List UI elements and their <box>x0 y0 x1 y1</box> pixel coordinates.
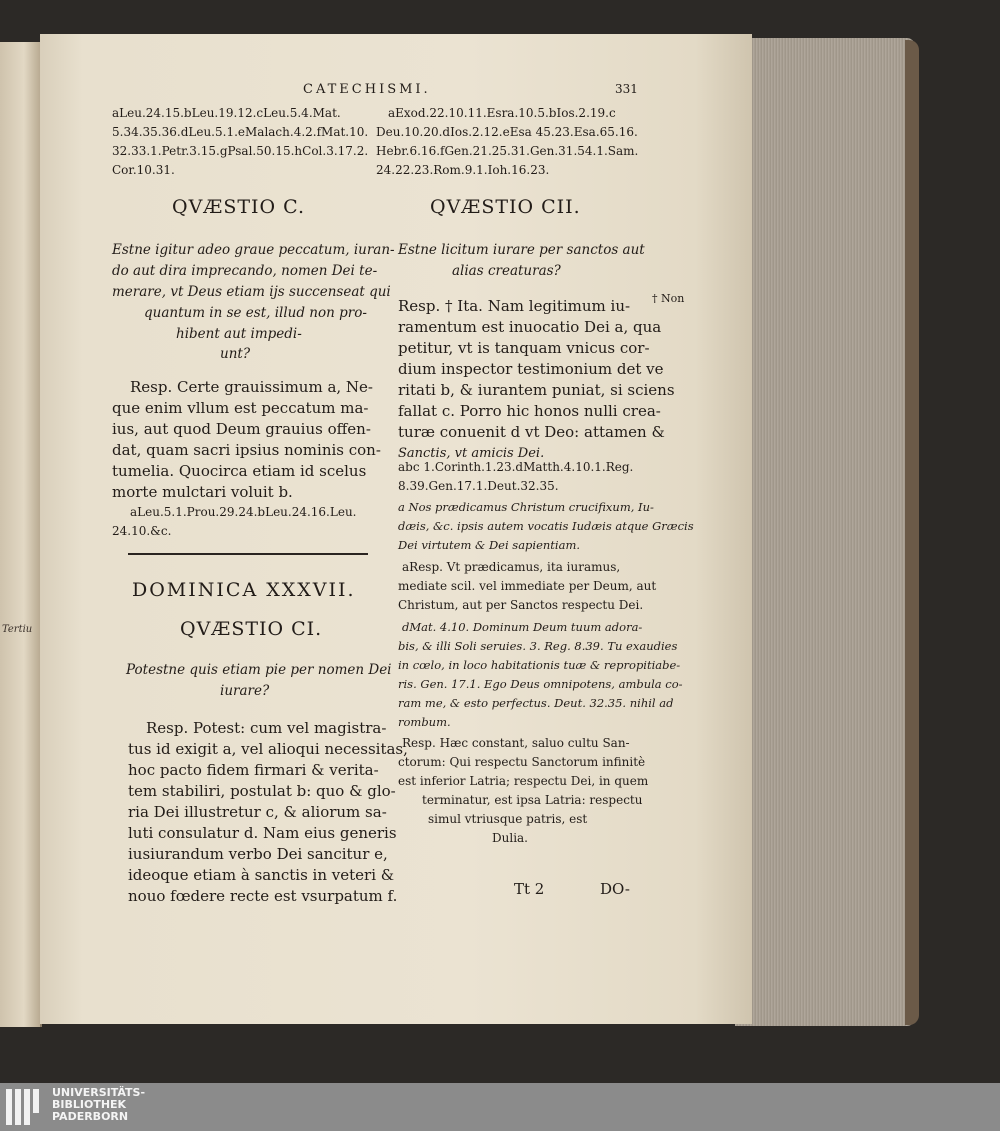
question-line: iurare? <box>220 683 270 699</box>
left-page-edge <box>0 42 42 1027</box>
page-number: 331 <box>615 82 638 96</box>
note-line: mediate scil. vel immediate per Deum, aut <box>398 579 657 593</box>
dominica-heading: DOMINICA XXXVII. <box>132 579 356 601</box>
left-margin-note: Tertiu <box>2 624 33 635</box>
question-line: hibent aut impedi- <box>176 326 302 342</box>
answer-line: ria Dei illustretur c, & aliorum sa- <box>128 803 387 821</box>
note-line: Deu.10.20.dIos.2.12.eEsa 45.23.Esa.65.16. <box>376 125 638 139</box>
note-line: abc 1.Corinth.1.23.dMatth.4.10.1.Reg. <box>398 460 634 474</box>
question-101-heading: QVÆSTIO CI. <box>180 618 323 640</box>
note-line: rombum. <box>398 715 451 729</box>
note-line: 5.34.35.36.dLeu.5.1.eMalach.4.2.fMat.10. <box>112 125 369 139</box>
section-rule <box>128 553 368 555</box>
question-line: do aut dira imprecando, nomen Dei te- <box>112 263 378 279</box>
answer-line: ramentum est inuocatio Dei a, qua <box>398 318 662 336</box>
answer-line: tumelia. Quocirca etiam id scelus <box>112 462 367 480</box>
question-line: unt? <box>220 346 251 362</box>
answer-line: turæ conuenit d vt Deo: attamen & <box>398 423 665 441</box>
note-line: a Nos prædicamus Christum crucifixum, Iu- <box>398 500 654 514</box>
note-line: aLeu.5.1.Prou.29.24.bLeu.24.16.Leu. <box>130 505 357 519</box>
question-102-heading: QVÆSTIO CII. <box>430 196 581 218</box>
note-line: aResp. Vt prædicamus, ita iuramus, <box>402 560 621 574</box>
note-line: 24.22.23.Rom.9.1.Ioh.16.23. <box>376 163 550 177</box>
logo-line: BIBLIOTHEK <box>52 1098 127 1111</box>
library-logo-text <box>52 1087 145 1123</box>
answer-line: Sanctis, vt amicis Dei. <box>398 446 545 461</box>
note-line: 32.33.1.Petr.3.15.gPsal.50.15.hCol.3.17.2. <box>112 144 369 158</box>
answer-line: petitur, vt is tanquam vnicus cor- <box>398 339 650 357</box>
answer-line: ideoque etiam à sanctis in veteri & <box>128 866 395 884</box>
note-line: ris. Gen. 17.1. Ego Deus omnipotens, ambula co- <box>398 677 683 691</box>
question-line: quantum in se est, illud non pro- <box>144 305 367 321</box>
answer-line: dat, quam sacri ipsius nominis con- <box>112 441 381 459</box>
answer-line: ritati b, & iurantem puniat, si sciens <box>398 381 675 399</box>
book-cover-edge <box>905 40 919 1025</box>
library-footer <box>0 1083 1000 1131</box>
logo-line: PADERBORN <box>52 1110 129 1123</box>
answer-line: que enim vllum est peccatum ma- <box>112 399 369 417</box>
note-line: aExod.22.10.11.Esra.10.5.bIos.2.19.c <box>388 106 616 120</box>
question-line: Potestne quis etiam pie per nomen Dei <box>126 662 392 678</box>
answer-line: ius, aut quod Deum grauius offen- <box>112 420 371 438</box>
answer-line: Resp. † Ita. Nam legitimum iu- <box>398 297 631 315</box>
question-line: Estne licitum iurare per sanctos aut <box>398 242 645 258</box>
question-line: Estne igitur adeo graue peccatum, iuran- <box>112 242 395 258</box>
note-line: ctorum: Qui respectu Sanctorum infinitè <box>398 755 646 769</box>
note-line: ram me, & esto perfectus. Deut. 32.35. nihil ad <box>398 696 674 710</box>
note-line: in cœlo, in loco habitationis tuæ & repropitiabe- <box>398 658 681 672</box>
answer-line: tus id exigit a, vel alioqui necessitas, <box>128 740 408 758</box>
note-line: terminatur, est ipsa Latria: respectu <box>422 793 643 807</box>
note-line: Resp. Hæc constant, saluo cultu San- <box>402 736 630 750</box>
note-line: 24.10.&c. <box>112 524 172 538</box>
note-line: aLeu.24.15.bLeu.19.12.cLeu.5.4.Mat. <box>112 106 341 120</box>
note-line: bis, & illi Soli seruies. 3. Reg. 8.39. Tu exaudies <box>398 639 678 653</box>
answer-line: dium inspector testimonium det ve <box>398 360 664 378</box>
note-line: Christum, aut per Sanctos respectu Dei. <box>398 598 644 612</box>
answer-line: fallat c. Porro hic honos nulli crea- <box>398 402 661 420</box>
answer-line: hoc pacto fidem firmari & verita- <box>128 761 379 779</box>
answer-line: morte mulctari voluit b. <box>112 483 293 501</box>
book-page <box>40 34 752 1024</box>
library-logo-icon <box>6 1089 46 1125</box>
question-line: alias creaturas? <box>452 263 561 279</box>
signature-mark: Tt 2 <box>514 880 545 898</box>
note-line: 8.39.Gen.17.1.Deut.32.35. <box>398 479 559 493</box>
answer-line: nouo fœdere recte est vsurpatum f. <box>128 887 398 905</box>
question-line: merare, vt Deus etiam ijs succenseat qui <box>112 284 391 300</box>
note-line: Dulia. <box>492 831 528 845</box>
answer-line: Resp. Certe grauissimum a, Ne- <box>130 378 373 396</box>
note-line: Cor.10.31. <box>112 163 175 177</box>
answer-line: iusiurandum verbo Dei sancitur e, <box>128 845 388 863</box>
note-line: dMat. 4.10. Dominum Deum tuum adora- <box>402 620 643 634</box>
answer-line: luti consulatur d. Nam eius generis <box>128 824 397 842</box>
answer-line: tem stabiliri, postulat b: quo & glo- <box>128 782 396 800</box>
margin-note: † Non <box>652 292 685 305</box>
page-fore-edge <box>735 38 915 1026</box>
note-line: dæis, &c. ipsis autem vocatis Iudæis atque Græcis <box>398 519 694 533</box>
note-line: Hebr.6.16.fGen.21.25.31.Gen.31.54.1.Sam. <box>376 144 639 158</box>
running-head: CATECHISMI. <box>303 82 431 97</box>
logo-line: UNIVERSITÄTS- <box>52 1086 146 1099</box>
answer-line: Resp. Potest: cum vel magistra- <box>146 719 387 737</box>
question-100-heading: QVÆSTIO C. <box>172 196 306 218</box>
note-line: simul vtriusque patris, est <box>428 812 588 826</box>
note-line: Dei virtutem & Dei sapientiam. <box>398 538 581 552</box>
note-line: est inferior Latria; respectu Dei, in quem <box>398 774 649 788</box>
catchword: DO- <box>600 880 630 898</box>
